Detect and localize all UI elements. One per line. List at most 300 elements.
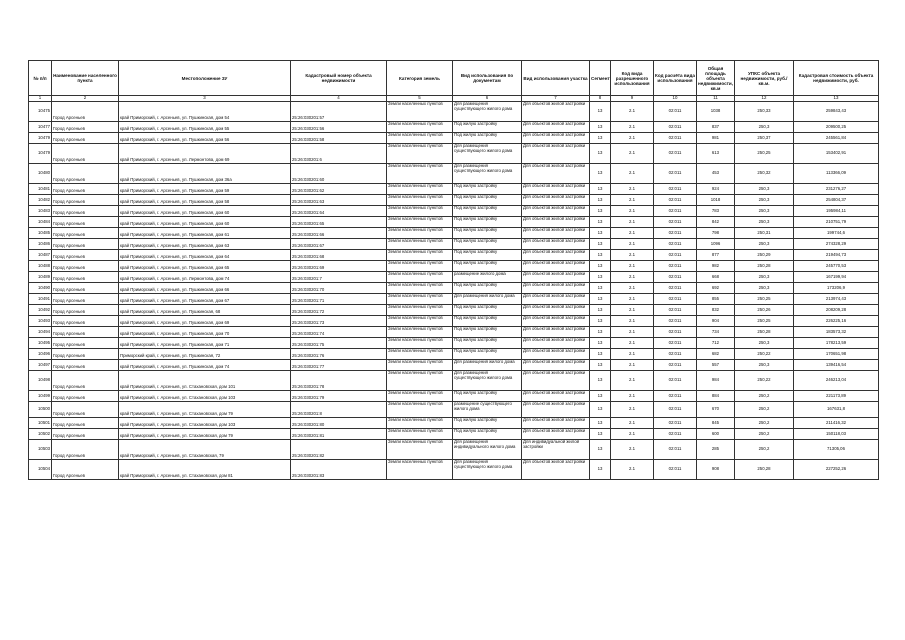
table-row [29,228,879,239]
plot-use-cell: Для объектов жилой застройки [522,217,590,228]
cadastral-cost-cell: 139416,54 [794,360,879,371]
land-category-cell: Земли населенных пунктов [387,217,453,228]
area-cell: 845 [697,418,735,429]
cadastral-cost-cell: 173206,9 [794,283,879,294]
header-cell: Общая площадь объекта недвижимости, кв.м [697,61,735,96]
permitted-use-code-cell: 2.1 [611,371,654,391]
land-category-cell: Земли населенных пунктов [387,440,453,460]
header-cell: Сегмент [590,61,611,96]
table-row [29,164,879,184]
column-number: 13 [794,96,879,102]
area-cell: 884 [697,391,735,402]
plot-use-cell: Для объектов жилой застройки [522,402,590,418]
table-row [29,217,879,228]
segment-cell: 13 [590,391,611,402]
area-cell: 783 [697,206,735,217]
area-cell: 285 [697,440,735,460]
table-row [29,283,879,294]
permitted-use-code-cell: 2.1 [611,195,654,206]
cadastral-number-cell: 25:26:030201:74 [291,327,387,338]
permitted-use-code-cell: 2.1 [611,360,654,371]
area-cell: 924 [697,184,735,195]
plot-use-cell: Для объектов жилой застройки [522,250,590,261]
land-category-cell: Земли населенных пунктов [387,250,453,261]
settlement-cell: Город Арсеньев [52,440,119,460]
segment-cell: 13 [590,239,611,250]
plot-use-cell: Для объектов жилой застройки [522,195,590,206]
cadastral-number-cell: 25:26:030201:73 [291,316,387,327]
location-cell: край Приморский, г. Арсеньев, ул. Пушкинская, дом 54 [119,102,291,122]
location-cell: край Приморский, г. Арсеньев, ул. Пушкинская, дом 56 [119,133,291,144]
settlement-cell: Город Арсеньев [52,371,119,391]
area-cell: 682 [697,349,735,360]
upks-cell: 250,31 [735,228,794,239]
document-use-cell: Под жилую застройку [453,250,522,261]
location-cell: край Приморский, г. Арсеньев, ул. Пушкинская, дом 59 [119,184,291,195]
location-cell: край Приморский, г. Арсеньев, ул. Стахановская, дом 101 [119,371,291,391]
permitted-use-code-cell: 2.1 [611,217,654,228]
upks-cell: 250,3 [735,122,794,133]
document-use-cell: Для размещения существующего жилого дома [453,102,522,122]
plot-use-cell: Для объектов жилой застройки [522,102,590,122]
segment-cell: 13 [590,294,611,305]
calc-code-cell: 02:011 [654,133,697,144]
document-use-cell: Под жилую застройку [453,228,522,239]
document-use-cell: Под жилую застройку [453,305,522,316]
area-cell: 670 [697,402,735,418]
cadastral-number-cell: 25:26:030201:66 [291,228,387,239]
settlement-cell: Город Арсеньев [52,102,119,122]
calc-code-cell: 02:011 [654,338,697,349]
upks-cell: 250,25 [735,144,794,164]
document-use-cell: размещение существующего жилого дома [453,402,522,418]
table-row [29,102,879,122]
plot-use-cell: Для объектов жилой застройки [522,144,590,164]
permitted-use-code-cell: 2.1 [611,164,654,184]
land-category-cell: Земли населенных пунктов [387,338,453,349]
segment-cell: 13 [590,371,611,391]
row-number-cell: 10502 [29,429,52,440]
cadastral-number-cell: 25:26:030201:57 [291,102,387,122]
cadastral-number-cell: 25:26:030201:78 [291,371,387,391]
location-cell: край Приморский, г. Арсеньев, ул. Пушкинская, дом 67 [119,294,291,305]
header-cell: Вид использования по документам [453,61,522,96]
cadastral-cost-cell: 274328,29 [794,239,879,250]
segment-cell: 13 [590,305,611,316]
column-number: 7 [522,96,590,102]
segment-cell: 13 [590,102,611,122]
cadastral-cost-cell: 153402,91 [794,144,879,164]
land-category-cell: Земли населенных пунктов [387,102,453,122]
document-use-cell: Под жилую застройку [453,338,522,349]
permitted-use-code-cell: 2.1 [611,338,654,349]
cadastral-number-cell: 25:26:030201:76 [291,349,387,360]
location-cell: край Приморский, г. Арсеньев, ул. Пушкинская, дом 64 [119,250,291,261]
permitted-use-code-cell: 2.1 [611,272,654,283]
cadastral-number-cell: 25:26:030201:77 [291,360,387,371]
settlement-cell: Город Арсеньев [52,195,119,206]
row-number-cell: 10483 [29,206,52,217]
land-category-cell: Земли населенных пунктов [387,305,453,316]
location-cell: Приморский край, г. Арсеньев, ул. Пушкинская, 72 [119,349,291,360]
row-number-cell: 10495 [29,338,52,349]
table-row [29,133,879,144]
document-use-cell: Для размещения индивидуального жилого дома [453,440,522,460]
segment-cell: 13 [590,327,611,338]
segment-cell: 13 [590,133,611,144]
area-cell: 613 [697,144,735,164]
table-row [29,195,879,206]
cadastral-number-cell: 25:26:030201:6 [291,144,387,164]
upks-cell: 250,3 [735,217,794,228]
area-cell: 904 [697,316,735,327]
document-use-cell: Под жилую застройку [453,122,522,133]
segment-cell: 13 [590,122,611,133]
land-category-cell: Земли населенных пунктов [387,418,453,429]
segment-cell: 13 [590,164,611,184]
settlement-cell: Город Арсеньев [52,360,119,371]
cadastral-cost-cell: 226225,16 [794,316,879,327]
document-use-cell: Под жилую застройку [453,418,522,429]
plot-use-cell: Для объектов жилой застройки [522,360,590,371]
header-cell: Вид использования участка [522,61,590,96]
table-row [29,371,879,391]
permitted-use-code-cell: 2.1 [611,184,654,195]
row-number-cell: 10482 [29,195,52,206]
document-use-cell: Под жилую застройку [453,184,522,195]
row-number-cell: 10492 [29,305,52,316]
upks-cell: 250,2 [735,391,794,402]
column-number: 10 [654,96,697,102]
permitted-use-code-cell: 2.1 [611,228,654,239]
area-cell: 692 [697,283,735,294]
settlement-cell: Город Арсеньев [52,164,119,184]
table-row [29,349,879,360]
settlement-cell: Город Арсеньев [52,228,119,239]
cadastral-cost-cell: 245561,84 [794,133,879,144]
header-cell: Код расчёта вида использования [654,61,697,96]
calc-code-cell: 02:011 [654,144,697,164]
row-number-cell: 10494 [29,327,52,338]
area-cell: 981 [697,133,735,144]
column-number: 12 [735,96,794,102]
land-category-cell: Земли населенных пунктов [387,239,453,250]
area-cell: 837 [697,122,735,133]
location-cell: край Приморский, г. Арсеньев, ул. Пушкинская, дом 69 [119,316,291,327]
cadastral-cost-cell: 254804,37 [794,195,879,206]
area-cell: 453 [697,164,735,184]
cadastral-cost-cell: 150118,03 [794,429,879,440]
permitted-use-code-cell: 2.1 [611,460,654,480]
segment-cell: 13 [590,250,611,261]
upks-cell: 250,3 [735,360,794,371]
location-cell: край Приморский, г. Арсеньев, ул. Пушкинская, дом 71 [119,338,291,349]
row-number-cell: 10493 [29,316,52,327]
segment-cell: 13 [590,429,611,440]
cadastral-cost-cell: 178213,59 [794,338,879,349]
table-row [29,360,879,371]
settlement-cell: Город Арсеньев [52,250,119,261]
upks-cell: 250,25 [735,294,794,305]
settlement-cell: Город Арсеньев [52,133,119,144]
land-category-cell: Земли населенных пунктов [387,195,453,206]
cadastral-cost-cell: 113366,09 [794,164,879,184]
area-cell: 1096 [697,239,735,250]
cadastral-number-cell: 25:26:030201:75 [291,338,387,349]
cadastral-number-cell: 25:26:030201:60 [291,164,387,184]
plot-use-cell: Для объектов жилой застройки [522,294,590,305]
calc-code-cell: 02:011 [654,228,697,239]
plot-use-cell: Для объектов жилой застройки [522,239,590,250]
cadastral-cost-cell: 231276,27 [794,184,879,195]
cadastral-number-cell: 25:26:030201:79 [291,391,387,402]
land-category-cell: Земли населенных пунктов [387,391,453,402]
row-number-cell: 10499 [29,391,52,402]
upks-cell: 250,3 [735,272,794,283]
header-cell: Код вида разрешенного использования [611,61,654,96]
cadastral-cost-cell: 195984,11 [794,206,879,217]
row-number-cell: 10479 [29,133,52,144]
plot-use-cell: Для объектов жилой застройки [522,164,590,184]
settlement-cell: Город Арсеньев [52,261,119,272]
document-use-cell: Под жилую застройку [453,217,522,228]
calc-code-cell: 02:011 [654,206,697,217]
upks-cell: 250,3 [735,239,794,250]
land-category-cell: Земли населенных пунктов [387,402,453,418]
segment-cell: 13 [590,349,611,360]
permitted-use-code-cell: 2.1 [611,391,654,402]
cadastral-cost-cell: 211416,32 [794,418,879,429]
segment-cell: 13 [590,338,611,349]
cadastral-cost-cell: 219494,73 [794,250,879,261]
area-cell: 984 [697,371,735,391]
upks-cell: 250,26 [735,305,794,316]
area-cell: 734 [697,327,735,338]
upks-cell: 250,2 [735,402,794,418]
document-use-cell: Под жилую застройку [453,283,522,294]
area-cell: 1038 [697,102,735,122]
permitted-use-code-cell: 2.1 [611,122,654,133]
cadastral-number-cell: 25:26:030201:70 [291,283,387,294]
row-number-cell: 10498 [29,371,52,391]
plot-use-cell: Для объектов жилой застройки [522,272,590,283]
table-row [29,418,879,429]
upks-cell: 250,3 [735,283,794,294]
cadastral-number-cell: 25:26:030201:7 [291,272,387,283]
calc-code-cell: 02:011 [654,429,697,440]
table-body [29,96,879,480]
row-number-cell: 10484 [29,217,52,228]
column-number: 5 [387,96,453,102]
cadastral-number-cell: 25:26:030201:56 [291,122,387,133]
plot-use-cell: Для объектов жилой застройки [522,133,590,144]
segment-cell: 13 [590,144,611,164]
cadastral-number-cell: 25:26:030201:81 [291,429,387,440]
column-number: 3 [119,96,291,102]
segment-cell: 13 [590,195,611,206]
table-row [29,272,879,283]
cadastral-cost-cell: 227252,26 [794,460,879,480]
area-cell: 842 [697,217,735,228]
cadastral-value-table [28,60,879,480]
land-category-cell: Земли населенных пунктов [387,184,453,195]
table-row [29,184,879,195]
settlement-cell: Город Арсеньев [52,429,119,440]
header-cell: Категория земель [387,61,453,96]
land-category-cell: Земли населенных пунктов [387,294,453,305]
document-use-cell: Для размещения жилого дома [453,360,522,371]
plot-use-cell: Для объектов жилой застройки [522,122,590,133]
upks-cell: 250,3 [735,195,794,206]
settlement-cell: Город Арсеньев [52,327,119,338]
cadastral-number-cell: 25:26:030201:62 [291,184,387,195]
area-cell: 855 [697,294,735,305]
calc-code-cell: 02:011 [654,122,697,133]
cadastral-number-cell: 25:26:030201:71 [291,294,387,305]
settlement-cell: Город Арсеньев [52,418,119,429]
upks-cell: 250,2 [735,429,794,440]
segment-cell: 13 [590,272,611,283]
cadastral-cost-cell: 246213,04 [794,371,879,391]
permitted-use-code-cell: 2.1 [611,239,654,250]
permitted-use-code-cell: 2.1 [611,261,654,272]
document-use-cell: Под жилую застройку [453,316,522,327]
area-cell: 557 [697,360,735,371]
calc-code-cell: 02:011 [654,164,697,184]
row-number-cell: 10475 [29,102,52,122]
location-cell: край Приморский, г. Арсеньев, ул. Пушкинская, дом 74 [119,360,291,371]
land-category-cell: Земли населенных пунктов [387,349,453,360]
row-number-cell: 10485 [29,228,52,239]
plot-use-cell: Для объектов жилой застройки [522,349,590,360]
location-cell: край Приморский, г. Арсеньев, ул. Пушкинская, дом 55 [119,122,291,133]
calc-code-cell: 02:011 [654,327,697,338]
land-category-cell: Земли населенных пунктов [387,283,453,294]
segment-cell: 13 [590,283,611,294]
document-use-cell: Под жилую застройку [453,327,522,338]
document-use-cell: Под жилую застройку [453,133,522,144]
column-number: 1 [29,96,52,102]
cadastral-number-cell: 25:26:030201:65 [291,217,387,228]
row-number-cell: 10477 [29,122,52,133]
cadastral-cost-cell: 210751,79 [794,217,879,228]
area-cell: 832 [697,305,735,316]
settlement-cell: Город Арсеньев [52,283,119,294]
settlement-cell: Город Арсеньев [52,122,119,133]
table-row [29,239,879,250]
permitted-use-code-cell: 2.1 [611,349,654,360]
header-cell: № п/п [29,61,52,96]
segment-cell: 13 [590,228,611,239]
calc-code-cell: 02:011 [654,305,697,316]
row-number-cell: 10489 [29,272,52,283]
permitted-use-code-cell: 2.1 [611,133,654,144]
plot-use-cell: Для объектов жилой застройки [522,283,590,294]
settlement-cell: Город Арсеньев [52,316,119,327]
calc-code-cell: 02:011 [654,184,697,195]
permitted-use-code-cell: 2.1 [611,418,654,429]
upks-cell: 250,2 [735,440,794,460]
calc-code-cell: 02:011 [654,102,697,122]
permitted-use-code-cell: 2.1 [611,429,654,440]
row-number-cell: 10497 [29,360,52,371]
plot-use-cell: Для объектов жилой застройки [522,228,590,239]
upks-cell: 250,3 [735,338,794,349]
plot-use-cell: Для объектов жилой застройки [522,429,590,440]
settlement-cell: Город Арсеньев [52,206,119,217]
table-row [29,122,879,133]
permitted-use-code-cell: 2.1 [611,206,654,217]
upks-cell: 250,2 [735,418,794,429]
upks-cell: 250,25 [735,316,794,327]
cadastral-number-cell: 25:26:030201:83 [291,460,387,480]
plot-use-cell: Для объектов жилой застройки [522,418,590,429]
row-number-cell: 10501 [29,418,52,429]
permitted-use-code-cell: 2.1 [611,316,654,327]
document-use-cell: Под жилую застройку [453,206,522,217]
plot-use-cell: Для объектов жилой застройки [522,316,590,327]
settlement-cell: Город Арсеньев [52,305,119,316]
cadastral-number-cell: 25:26:030201:8 [291,402,387,418]
document-use-cell: Под жилую застройку [453,349,522,360]
table-row [29,402,879,418]
header-cell: Кадастровый номер объекта недвижимости [291,61,387,96]
row-number-cell: 10500 [29,402,52,418]
table-row [29,305,879,316]
header-cell: Местоположение ЗУ [119,61,291,96]
table-row [29,440,879,460]
upks-cell: 250,32 [735,164,794,184]
settlement-cell: Город Арсеньев [52,272,119,283]
permitted-use-code-cell: 2.1 [611,327,654,338]
upks-cell: 250,28 [735,327,794,338]
upks-cell: 250,22 [735,349,794,360]
document-use-cell: размещение жилого дома [453,272,522,283]
calc-code-cell: 02:011 [654,371,697,391]
upks-cell: 250,37 [735,133,794,144]
cadastral-cost-cell: 259843,43 [794,102,879,122]
location-cell: край Приморский, г. Арсеньев, ул. Пушкинская, дом 60 [119,206,291,217]
row-number-cell: 10503 [29,440,52,460]
row-number-cell: 10504 [29,460,52,480]
area-cell: 668 [697,272,735,283]
document-use-cell: Под жилую застройку [453,429,522,440]
table-row [29,429,879,440]
land-category-cell: Земли населенных пунктов [387,261,453,272]
segment-cell: 13 [590,360,611,371]
settlement-cell: Город Арсеньев [52,460,119,480]
table-row [29,460,879,480]
upks-cell: 250,33 [735,102,794,122]
cadastral-number-cell: 25:26:030201:64 [291,206,387,217]
calc-code-cell: 02:011 [654,316,697,327]
segment-cell: 13 [590,460,611,480]
column-number: 2 [52,96,119,102]
upks-cell: 250,22 [735,371,794,391]
row-number-cell: 10480 [29,164,52,184]
location-cell: край Приморский, г. Арсеньев, ул. Пушкинская, дом 60 [119,217,291,228]
calc-code-cell: 02:011 [654,440,697,460]
area-cell: 877 [697,250,735,261]
location-cell: край Приморский, г. Арсеньев, ул. Пушкинская, дом 65 [119,261,291,272]
permitted-use-code-cell: 2.1 [611,102,654,122]
row-number-cell: 10487 [29,250,52,261]
column-number: 11 [697,96,735,102]
cadastral-number-cell: 25:26:030201:67 [291,239,387,250]
calc-code-cell: 02:011 [654,360,697,371]
land-category-cell: Земли населенных пунктов [387,429,453,440]
location-cell: край Приморский, г. Арсеньев, ул. Пушкинская, дом 61 [119,228,291,239]
